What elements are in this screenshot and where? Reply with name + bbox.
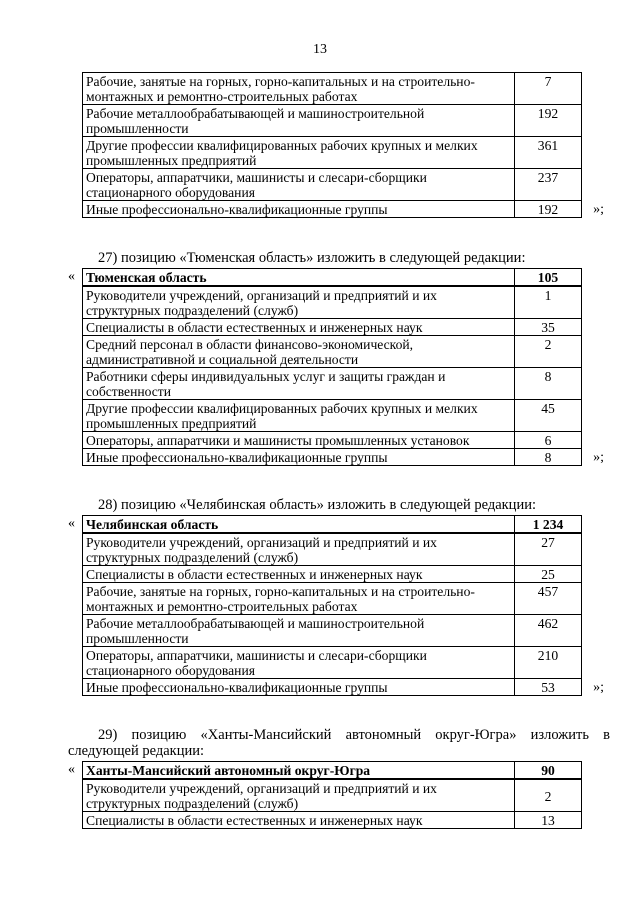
row-name: Рабочие, занятые на горных, горно-капитальных и на строительно-монтажных и ремонтно-строительных работах: [83, 583, 515, 615]
region-total: 90: [515, 762, 582, 780]
row-name: Рабочие, занятые на горных, горно-капитальных и на строительно-монтажных и ремонтно-строительных работах: [83, 73, 515, 105]
section-29-intro: 29) позицию «Ханты-Мансийский автономный округ-Югра» изложить в следующей редакции:: [68, 727, 610, 759]
row-value: 1: [515, 286, 582, 319]
table-header-row: [83, 762, 582, 780]
row-value: 192: [515, 105, 582, 137]
row-value: 27: [515, 533, 582, 566]
row-value: 13: [515, 812, 582, 829]
row-value: 25: [515, 566, 582, 583]
table-row: [83, 449, 582, 466]
region-name: Ханты-Мансийский автономный округ-Югра: [83, 762, 515, 780]
table-chelyabinsk: [82, 515, 582, 696]
row-name: Работники сферы индивидуальных услуг и защиты граждан и собственности: [83, 368, 515, 400]
table-row: [83, 169, 582, 201]
row-value: 53: [515, 679, 582, 696]
row-name: Другие профессии квалифицированных рабочих крупных и мелких промышленных предприятий: [83, 137, 515, 169]
section-28-intro: 28) позицию «Челябинская область» изложить в следующей редакции:: [98, 497, 536, 513]
opening-quote: «: [68, 762, 75, 777]
row-name: Специалисты в области естественных и инженерных наук: [83, 812, 515, 829]
table-tyumen: [82, 268, 582, 466]
row-value: 457: [515, 583, 582, 615]
section-27: [68, 250, 628, 466]
region-total: 105: [515, 269, 582, 287]
row-name: Руководители учреждений, организаций и предприятий и их структурных подразделений (служб): [83, 779, 515, 812]
row-value: 7: [515, 73, 582, 105]
table-row: [83, 679, 582, 696]
row-name: Рабочие металлообрабатывающей и машиностроительной промышленности: [83, 105, 515, 137]
section-29: [68, 727, 628, 829]
row-name: Операторы, аппаратчики, машинисты и слесари-сборщики стационарного оборудования: [83, 169, 515, 201]
row-name: Специалисты в области естественных и инженерных наук: [83, 319, 515, 336]
table-header-row: [83, 269, 582, 287]
row-value: 462: [515, 615, 582, 647]
table-row: [83, 647, 582, 679]
row-name: Операторы, аппаратчики, машинисты и слесари-сборщики стационарного оборудования: [83, 647, 515, 679]
row-name: Иные профессионально-квалификационные группы: [83, 449, 515, 466]
row-value: 192: [515, 201, 582, 218]
opening-quote: «: [68, 269, 75, 284]
row-value: 2: [515, 779, 582, 812]
page-number: 13: [313, 42, 327, 57]
closing-quote: »;: [593, 680, 604, 695]
table-row: [83, 779, 582, 812]
row-name: Руководители учреждений, организаций и предприятий и их структурных подразделений (служб): [83, 286, 515, 319]
row-value: 8: [515, 449, 582, 466]
table-row: [83, 400, 582, 432]
row-name: Иные профессионально-квалификационные группы: [83, 679, 515, 696]
row-name: Иные профессионально-квалификационные группы: [83, 201, 515, 218]
row-value: 2: [515, 336, 582, 368]
closing-quote: »;: [593, 450, 604, 465]
table-row: [83, 533, 582, 566]
section-27-intro: 27) позицию «Тюменская область» изложить в следующей редакции:: [98, 250, 526, 266]
row-name: Руководители учреждений, организаций и предприятий и их структурных подразделений (служб): [83, 533, 515, 566]
table-row: [83, 583, 582, 615]
closing-quote: »;: [593, 202, 604, 217]
row-value: 8: [515, 368, 582, 400]
table-top-block: [68, 72, 628, 218]
table-row: [83, 368, 582, 400]
row-value: 210: [515, 647, 582, 679]
table-khmao: [82, 761, 582, 829]
table-top: [82, 72, 582, 218]
region-name: Тюменская область: [83, 269, 515, 287]
table-row: [83, 137, 582, 169]
table-row: [83, 812, 582, 829]
row-name: Другие профессии квалифицированных рабочих крупных и мелких промышленных предприятий: [83, 400, 515, 432]
table-header-row: [83, 516, 582, 534]
table-row: [83, 319, 582, 336]
region-name: Челябинская область: [83, 516, 515, 534]
opening-quote: «: [68, 516, 75, 531]
row-value: 6: [515, 432, 582, 449]
section-28: [68, 497, 628, 696]
row-name: Операторы, аппаратчики и машинисты промышленных установок: [83, 432, 515, 449]
table-row: [83, 566, 582, 583]
table-row: [83, 432, 582, 449]
table-row: [83, 105, 582, 137]
region-total: 1 234: [515, 516, 582, 534]
row-value: 361: [515, 137, 582, 169]
table-row: [83, 73, 582, 105]
row-value: 237: [515, 169, 582, 201]
table-row: [83, 336, 582, 368]
row-value: 45: [515, 400, 582, 432]
row-name: Средний персонал в области финансово-экономической, административной и социальной деятельности: [83, 336, 515, 368]
table-row: [83, 286, 582, 319]
row-name: Рабочие металлообрабатывающей и машиностроительной промышленности: [83, 615, 515, 647]
row-name: Специалисты в области естественных и инженерных наук: [83, 566, 515, 583]
table-row: [83, 201, 582, 218]
table-row: [83, 615, 582, 647]
row-value: 35: [515, 319, 582, 336]
